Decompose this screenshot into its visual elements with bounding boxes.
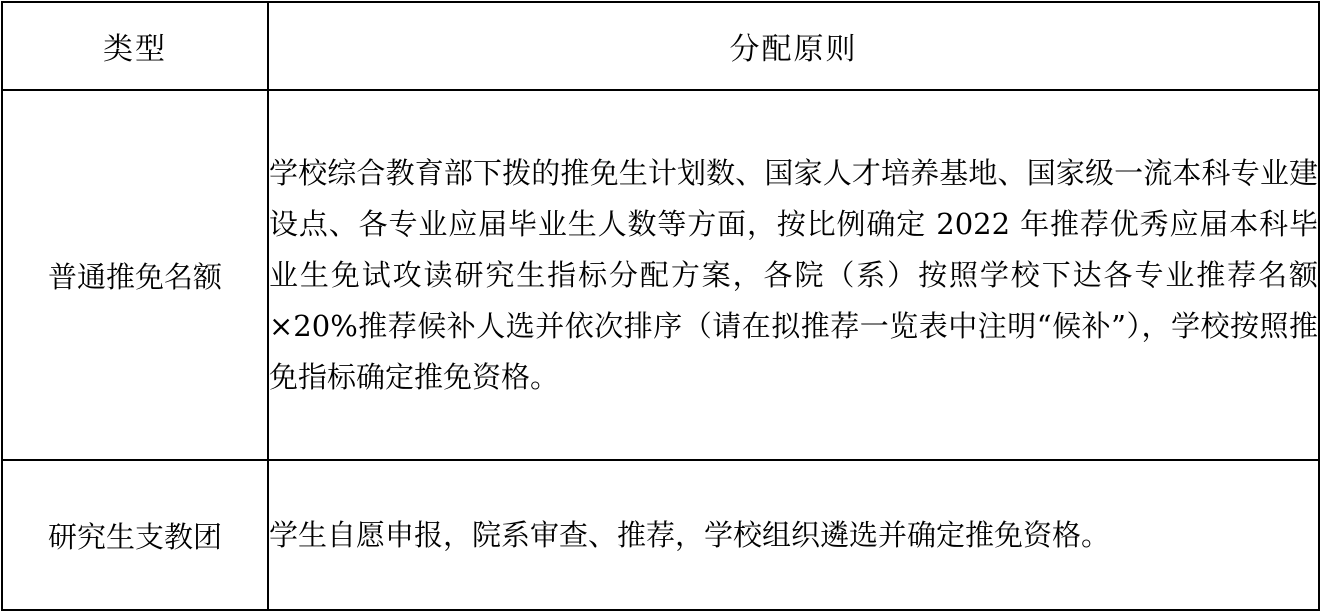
table-row xyxy=(2,460,1319,610)
row-type-general-quota: 普通推免名额 xyxy=(2,90,268,460)
row-type-teaching-corps: 研究生支教团 xyxy=(2,460,268,610)
table-header-row xyxy=(2,2,1319,90)
table-row xyxy=(2,90,1319,460)
column-header-rule: 分配原则 xyxy=(268,2,1319,90)
row-rule-teaching-corps: 学生自愿申报，院系审查、推荐，学校组织遴选并确定推免资格。 xyxy=(268,460,1319,610)
allocation-principles-table xyxy=(1,1,1320,611)
column-header-type: 类型 xyxy=(2,2,268,90)
row-rule-general-quota: 学校综合教育部下拨的推免生计划数、国家人才培养基地、国家级一流本科专业建设点、各专业应届毕业生人数等方面，按比例确定 2022 年推荐优秀应届本科毕业生免试攻读研究生指标分配方案，各院（系）按照学校下达各专业推荐名额×20%推荐候补人选并依次排序（请在拟推荐一览表中注明“候补”），学校按照推免指标确定推免资格。 xyxy=(268,90,1319,460)
